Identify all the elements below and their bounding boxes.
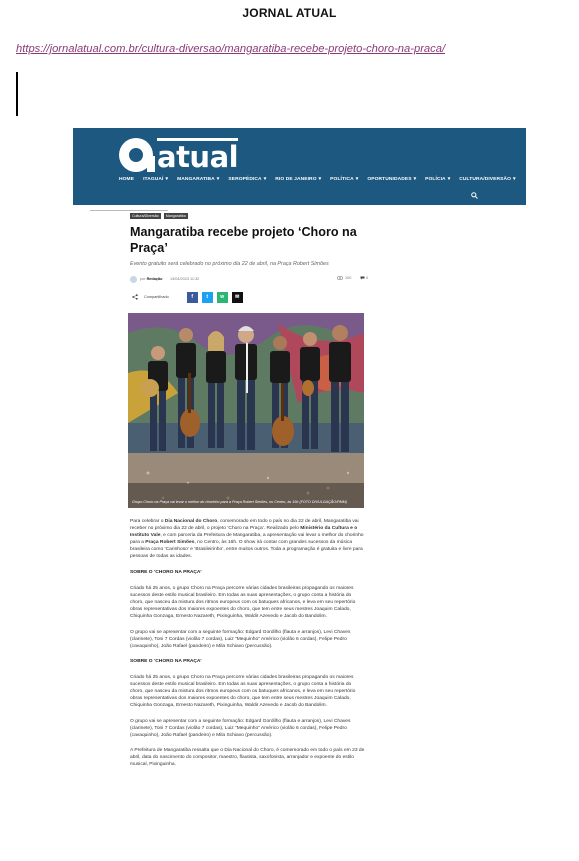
comments-count: 0 — [366, 276, 369, 280]
body-paragraph: Para celebrar o Dia Nacional do Choro, comemorado em todo o país no dia 22 de abril, Mangaratiba vai receber no próximo dia 22 de abril, o projeto ‘Choro na Praça’. Realizado pelo Ministério da Cultura e o Instituto Vale, e com parceria da Prefeitura de Mangaratiba, a apresentação vai levar o melhor do chorinho para a Praça Robert Simões, no Centro, às 16h. O show irá contar com grandes sucessos da música brasileira como ‘Carinhoso’ e ‘Brasileirinho’, entre muitos outros. Toda a programação é gratuita e livre para pessoas de todas as idades. — [130, 519, 364, 560]
article-screenshot — [73, 128, 526, 861]
body-paragraph: O grupo vai se apresentar com a seguinte formação: Edgard Gordilho (flauta e arranjos), Levi Chaves (clarinete), Toni 7 Cordas (violão 7 cordas), Luiz “Mequinho” Américo (violão 6 cordas), Felipe Pedro (cavaquinho), João Rafael (pandeiro) e Mila Schiavo (percussão). — [130, 718, 351, 738]
article-photo — [128, 313, 364, 508]
comments-counter[interactable] — [360, 276, 368, 280]
body-paragraph: Criado há 25 anos, o grupo Choro na Praça percorre várias cidades brasileiras propagando os maiores sucessos deste estilo musical brasileiro. Em todas as suas apresentações, o grupo conta a história do choro, que nasceu da mistura dos ritmos europeus com os batuques africanos, e leva em seu repertório obras representativas dos maiores expoentes do choro, que tem entre seus mestres Joaquim Calado, Chiquinha Gonzaga, Ernesto Nazareth, Pixinguinha, Waldir Azevedo e Jacob do Bandolim. — [130, 675, 356, 709]
nav-item[interactable]: POLÍCIA — [425, 176, 446, 182]
email-share-button[interactable] — [232, 292, 243, 303]
chevron-down-icon: ▾ — [263, 177, 267, 182]
nav-item[interactable]: OPORTUNIDADES — [367, 176, 412, 182]
eye-icon — [337, 276, 343, 280]
author-prefix: por — [140, 277, 146, 281]
nav-item[interactable]: RIO DE JANEIRO — [275, 176, 317, 182]
twitter-icon: t — [206, 294, 209, 300]
section-heading: SOBRE O ‘CHORO NA PRAÇA’ — [130, 658, 202, 664]
comment-icon — [360, 276, 365, 280]
article-meta — [130, 276, 369, 286]
chevron-down-icon: ▾ — [355, 177, 359, 182]
author-name[interactable]: Redação — [146, 277, 163, 281]
category-tag[interactable]: Mangaratiba — [165, 214, 186, 218]
article-body — [130, 518, 366, 777]
source-url-link[interactable]: https://jornalatual.com.br/cultura-diversao/mangaratiba-recebe-projeto-choro-na-praca/ — [16, 43, 446, 55]
publish-date: 13/04/2023 11:32 — [170, 277, 200, 281]
facebook-share-button[interactable] — [187, 292, 198, 303]
author-avatar — [130, 276, 137, 283]
site-header — [73, 128, 526, 205]
main-navigation — [119, 176, 516, 182]
article-subtitle: Evento gratuito será celebrado no próximo dia 22 de abril, na Praça Robert Simões — [130, 261, 329, 267]
author-byline — [140, 277, 162, 281]
chevron-down-icon: ▾ — [318, 177, 322, 182]
search-icon[interactable] — [471, 192, 478, 199]
nav-item[interactable]: SEROPÉDICA — [228, 176, 262, 182]
share-icon — [132, 294, 138, 300]
breadcrumb-line — [90, 210, 168, 211]
whatsapp-icon: w — [220, 294, 225, 300]
body-paragraph: O grupo vai se apresentar com a seguinte formação: Edgard Gordilho (flauta e arranjos), Levi Chaves (clarinete), Toni 7 Cordas (violão 7 cordas), Luiz “Mequinho” Américo (violão 6 cordas), Felipe Pedro (cavaquinho), João Rafael (pandeiro) e Mila Schiavo (percussão). — [130, 629, 351, 649]
share-bar — [132, 291, 243, 303]
views-counter — [337, 276, 351, 280]
views-count: 100 — [345, 276, 352, 280]
logo-wordmark: atual — [157, 139, 239, 174]
body-paragraph: Criado há 25 anos, o grupo Choro na Praça percorre várias cidades brasileiras propagando os maiores sucessos deste estilo musical brasileiro. Em todas as suas apresentações, o grupo conta a história do choro, que nasceu da mistura dos ritmos europeus com os batuques africanos, e leva em seu repertório obras representativas dos maiores expoentes do choro, que tem entre seus mestres Joaquim Calado, Chiquinha Gonzaga, Ernesto Nazareth, Pixinguinha, Waldir Azevedo e Jacob do Bandolim. — [130, 585, 356, 620]
chevron-down-icon: ▾ — [513, 177, 516, 182]
chevron-down-icon: ▾ — [447, 177, 451, 182]
logo-a-mark-icon — [119, 138, 153, 172]
nav-item[interactable]: POLÍTICA — [330, 176, 354, 182]
document-title: JORNAL ATUAL — [242, 6, 337, 20]
nav-item[interactable]: ITAGUAÍ — [143, 176, 164, 182]
share-label: Compartilhado — [144, 295, 169, 299]
nav-item[interactable]: MANGARATIBA — [177, 176, 215, 182]
nav-item[interactable]: CULTURA/DIVERSÃO — [459, 176, 512, 182]
site-logo[interactable] — [119, 135, 238, 175]
body-paragraph: A Prefeitura de Mangaratiba ressalta que o Dia Nacional do Choro, é comemorado em todo o país em 23 de abril, data do nascimento do compositor, maestro, flautista, saxofonista, arranjador e expoente do estilo musical, Pixinguinha. — [130, 748, 365, 768]
section-heading: SOBRE O ‘CHORO NA PRAÇA’ — [130, 569, 202, 575]
whatsapp-share-button[interactable] — [217, 292, 228, 303]
chevron-down-icon: ▾ — [413, 177, 417, 182]
twitter-share-button[interactable] — [202, 292, 213, 303]
chevron-down-icon: ▾ — [165, 177, 169, 182]
email-icon: ✉ — [235, 294, 240, 300]
group-photo-illustration — [128, 313, 364, 508]
nav-item[interactable]: HOME — [119, 176, 135, 182]
article-tags — [130, 213, 188, 219]
text-cursor — [16, 72, 18, 116]
category-tag[interactable]: Cultura/Diversão — [132, 214, 159, 218]
facebook-icon: f — [191, 294, 194, 300]
chevron-down-icon: ▾ — [216, 177, 220, 182]
photo-caption: Grupo Choro na Praça vai levar o melhor do chorinho para a Praça Robert Simões, no Centro, às 16h (FOTO DIVULGAÇÃO/PMM) — [132, 500, 347, 504]
article-title: Mangaratiba recebe projeto ‘Choro na Praça’ — [130, 225, 357, 255]
